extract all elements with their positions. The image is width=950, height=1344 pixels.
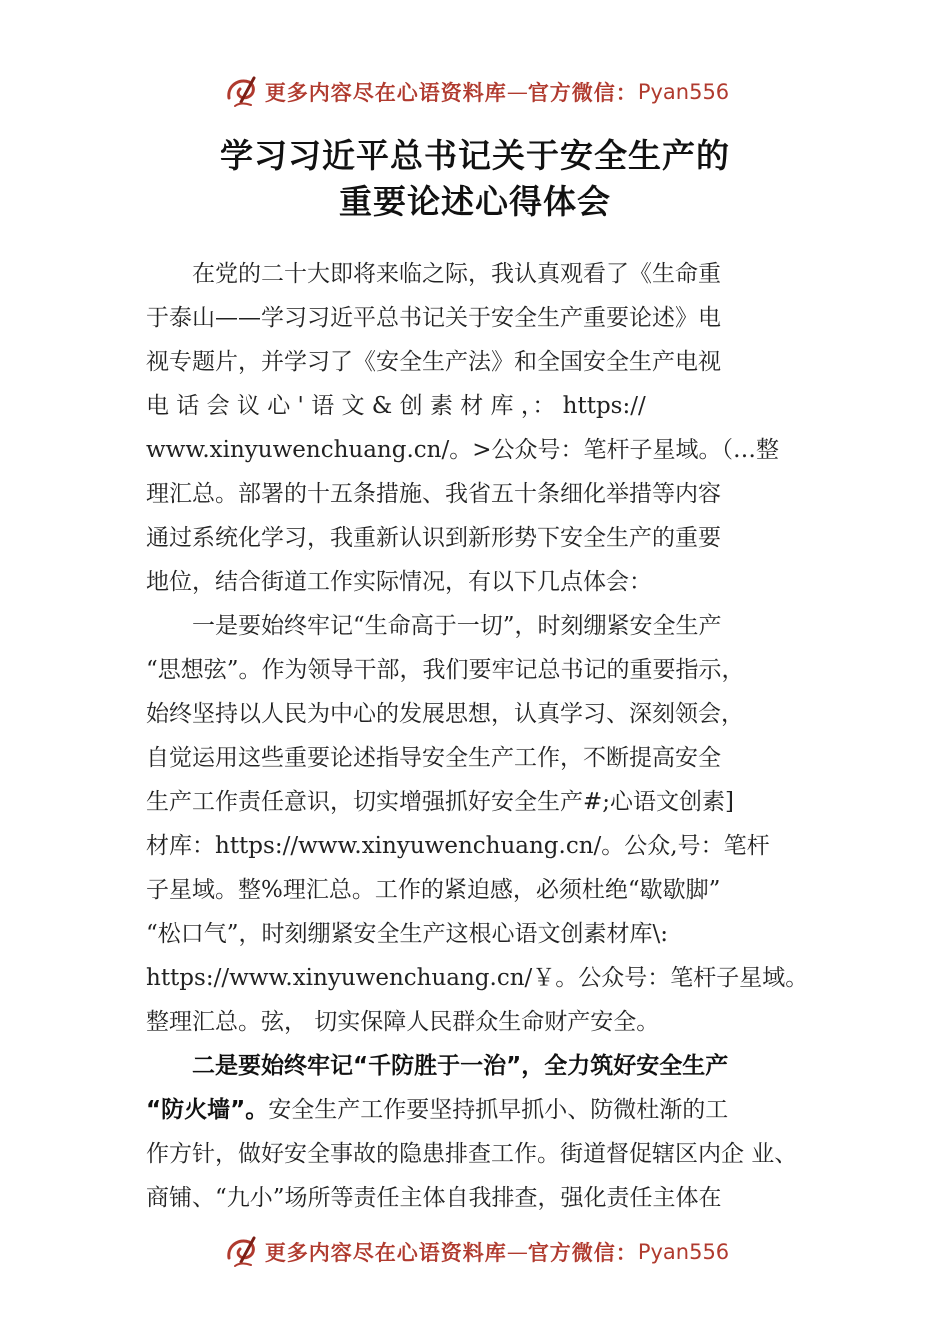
- body-line: 通过系统化学习，我重新认识到新形势下安全生产的重要: [146, 525, 721, 551]
- banner-wechat-id: Pyan556: [637, 1240, 730, 1264]
- body-line: 商铺、“九小”场所等责任主体自我排查，强化责任主体在: [146, 1185, 722, 1211]
- body-line: “思想弦”。作为领导干部，我们要牢记总书记的重要指示，: [146, 657, 745, 683]
- para2-heading-line: 二是要始终牢记“千防胜于一治”，全力筑好安全生产: [146, 1053, 729, 1079]
- banner-wechat-id: Pyan556: [637, 80, 730, 104]
- banner-wechat-label: 官方微信：: [527, 1240, 638, 1265]
- pen-swirl-logo-icon: [221, 72, 261, 112]
- body-line: https://www.xinyuwenchuang.cn/￥。公众号：笔杆子星域。: [146, 965, 809, 991]
- banner-brand: 更多内容尽在心语资料库: [264, 80, 507, 105]
- para2-line-rest: 安全生产工作要坚持抓早抓小、防微杜渐的工: [268, 1097, 729, 1123]
- body-line: www.xinyuwenchuang.cn/。>公众号：笔杆子星域。（…整: [146, 437, 779, 463]
- body-line: 于泰山——学习习近平总书记关于安全生产重要论述》电: [146, 305, 721, 331]
- header-banner: [0, 70, 950, 114]
- banner-brand: 更多内容尽在心语资料库: [264, 1240, 507, 1265]
- body-line: 整理汇总。弦， 切实保障人民群众生命财产安全。: [146, 1009, 660, 1035]
- para2-heading-lead: “防火墙”。: [146, 1097, 269, 1123]
- document-body: [146, 252, 809, 1220]
- body-line: 自觉运用这些重要论述指导安全生产工作，不断提高安全: [146, 745, 721, 771]
- body-line: 始终坚持以人民为中心的发展思想，认真学习、深刻领会，: [146, 701, 744, 727]
- para2-line: [146, 1088, 806, 1132]
- banner-separator: —: [506, 1240, 528, 1264]
- body-line: 在党的二十大即将来临之际，我认真观看了《生命重: [146, 261, 721, 287]
- body-line: 子星域。整%理汇总。工作的紧迫感，必须杜绝“歇歇脚”: [146, 877, 721, 903]
- body-line: 地位，结合街道工作实际情况，有以下几点体会：: [146, 569, 652, 595]
- body-line: 视专题片，并学习了《安全生产法》和全国安全生产电视: [146, 349, 721, 375]
- footer-banner: [0, 1230, 950, 1274]
- body-line: “松口气”，时刻绷紧安全生产这根心语文创素材库\:: [146, 921, 669, 947]
- body-line: 生产工作责任意识，切实增强抓好安全生产#;心语文创素]: [146, 789, 734, 815]
- body-line: 材库：https://www.xinyuwenchuang.cn/。公众,号：笔杆: [146, 833, 770, 859]
- banner-separator: —: [506, 80, 528, 104]
- body-line: 一是要始终牢记“生命高于一切”，时刻绷紧安全生产: [146, 613, 722, 639]
- banner-wechat-label: 官方微信：: [527, 80, 638, 105]
- pen-swirl-logo-icon: [221, 1232, 261, 1272]
- document-title-line1: 学习习近平总书记关于安全生产的: [220, 136, 730, 175]
- body-line: 电 话 会 议 心 ' 语 文 & 创 素 材 库 ，： https://: [146, 393, 646, 419]
- document-title-line2: 重要论述心得体会: [339, 182, 611, 221]
- body-line: 作方针，做好安全事故的隐患排查工作。街道督促辖区内企 业、: [146, 1141, 798, 1167]
- body-line: 理汇总。部署的十五条措施、我省五十条细化举措等内容: [146, 481, 721, 507]
